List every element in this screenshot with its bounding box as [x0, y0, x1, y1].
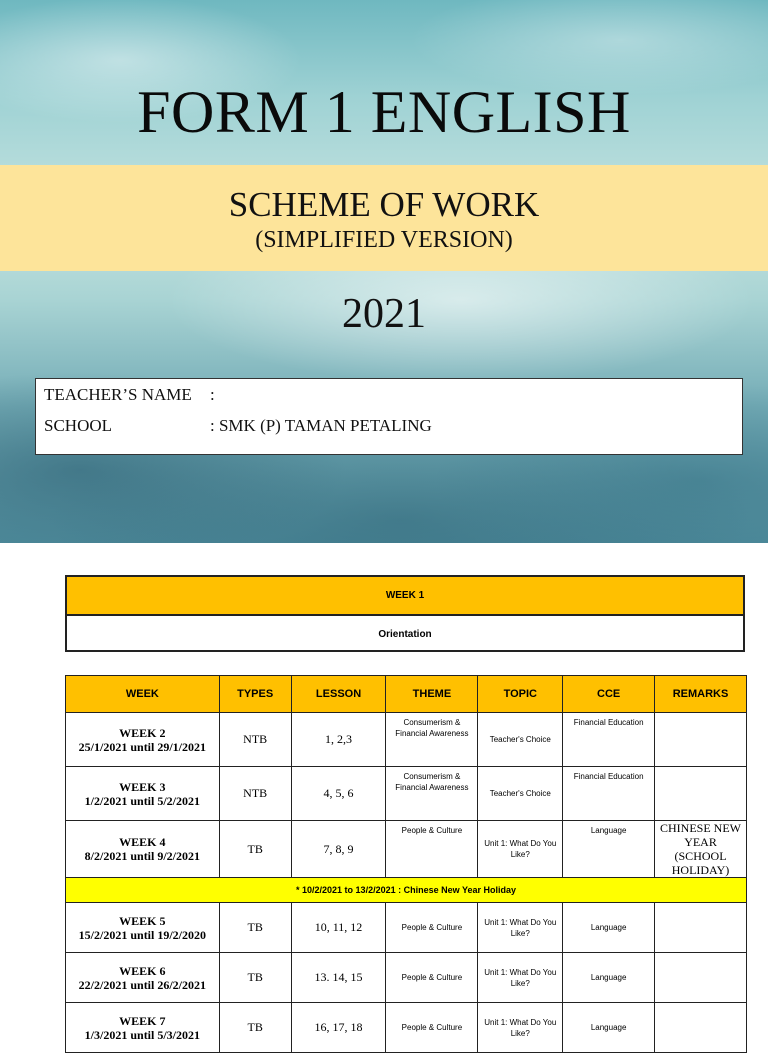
lesson-cell: 1, 2,3 [291, 713, 386, 767]
week-number: WEEK 3 [119, 779, 166, 794]
week1-header: WEEK 1 [67, 577, 743, 616]
table-row [66, 903, 747, 953]
theme-cell: People & Culture [386, 953, 478, 1003]
topic-cell: Unit 1: What Do You Like? [478, 821, 563, 878]
cce-cell: Financial Education [563, 767, 655, 821]
table-row [66, 713, 747, 767]
week1-box [65, 575, 745, 652]
header-week: WEEK [66, 676, 220, 713]
subtitle-main: SCHEME OF WORK [228, 185, 540, 224]
type-cell: TB [219, 821, 291, 878]
topic-cell: Teacher's Choice [478, 767, 563, 821]
header-remarks: REMARKS [655, 676, 747, 713]
header-theme: THEME [386, 676, 478, 713]
topic-cell: Unit 1: What Do You Like? [478, 1003, 563, 1053]
table-row [66, 767, 747, 821]
school-value: : SMK (P) TAMAN PETALING [210, 416, 432, 435]
document-title: FORM 1 ENGLISH [137, 79, 631, 145]
year-label: 2021 [342, 291, 426, 337]
week-number: WEEK 4 [119, 835, 166, 849]
school-label: SCHOOL [44, 416, 113, 435]
type-cell: TB [219, 903, 291, 953]
lesson-cell: 16, 17, 18 [291, 1003, 386, 1053]
week-cell [66, 1003, 220, 1053]
subtitle-version: (SIMPLIFIED VERSION) [255, 227, 513, 253]
teacher-name-label: TEACHER’S NAME [44, 385, 192, 404]
topic-cell: Unit 1: What Do You Like? [478, 953, 563, 1003]
type-cell: TB [219, 1003, 291, 1053]
remarks-cell [655, 953, 747, 1003]
holiday-row [66, 878, 747, 903]
remarks-cell [655, 767, 747, 821]
type-cell: NTB [219, 713, 291, 767]
teacher-info-box [35, 378, 743, 455]
remarks-cell [655, 1003, 747, 1053]
week-dates: 1/2/2021 until 5/2/2021 [84, 793, 201, 808]
cce-cell: Language [563, 1003, 655, 1053]
cce-cell: Financial Education [563, 713, 655, 767]
lesson-cell: 10, 11, 12 [291, 903, 386, 953]
week-number: WEEK 2 [119, 725, 166, 740]
header-cce: CCE [563, 676, 655, 713]
table-row [66, 1003, 747, 1053]
week-dates: 15/2/2021 until 19/2/2020 [78, 927, 207, 942]
holiday-note: * 10/2/2021 to 13/2/2021 : Chinese New Year Holiday [66, 878, 747, 903]
header-types: TYPES [219, 676, 291, 713]
cce-cell: Language [563, 903, 655, 953]
week1-content: Orientation [378, 628, 432, 640]
header-lesson: LESSON [291, 676, 386, 713]
theme-cell: People & Culture [386, 1003, 478, 1053]
type-cell: TB [219, 953, 291, 1003]
school-row [44, 416, 432, 436]
week-cell [66, 713, 220, 767]
lesson-cell: 4, 5, 6 [291, 767, 386, 821]
week-number: WEEK 7 [119, 1013, 166, 1028]
week-dates: 1/3/2021 until 5/3/2021 [84, 1027, 201, 1042]
table-header-row [66, 676, 747, 713]
week-cell [66, 821, 220, 878]
cce-cell: Language [563, 821, 655, 878]
week-cell [66, 903, 220, 953]
week-number: WEEK 5 [119, 913, 166, 928]
week-number: WEEK 6 [119, 963, 166, 978]
table-row [66, 953, 747, 1003]
week-dates: 8/2/2021 until 9/2/2021 [84, 849, 201, 863]
week-dates: 22/2/2021 until 26/2/2021 [78, 977, 207, 992]
theme-cell: Consumerism & Financial Awareness [386, 767, 478, 821]
scheme-table [65, 675, 747, 1053]
cce-cell: Language [563, 953, 655, 1003]
topic-cell: Teacher's Choice [478, 713, 563, 767]
subtitle-band [0, 165, 768, 271]
topic-cell: Unit 1: What Do You Like? [478, 903, 563, 953]
lesson-cell: 7, 8, 9 [291, 821, 386, 878]
theme-cell: People & Culture [386, 821, 478, 878]
type-cell: NTB [219, 767, 291, 821]
theme-cell: Consumerism & Financial Awareness [386, 713, 478, 767]
remarks-cell [655, 713, 747, 767]
lesson-cell: 13. 14, 15 [291, 953, 386, 1003]
theme-cell: People & Culture [386, 903, 478, 953]
header-topic: TOPIC [478, 676, 563, 713]
week-dates: 25/1/2021 until 29/1/2021 [78, 739, 207, 754]
week-cell [66, 767, 220, 821]
table-row [66, 821, 747, 878]
remarks-cell [655, 903, 747, 953]
remarks-cell: CHINESE NEW YEAR (SCHOOL HOLIDAY) [655, 821, 747, 878]
teacher-name-row [44, 385, 215, 405]
teacher-name-value: : [210, 385, 215, 404]
week-cell [66, 953, 220, 1003]
